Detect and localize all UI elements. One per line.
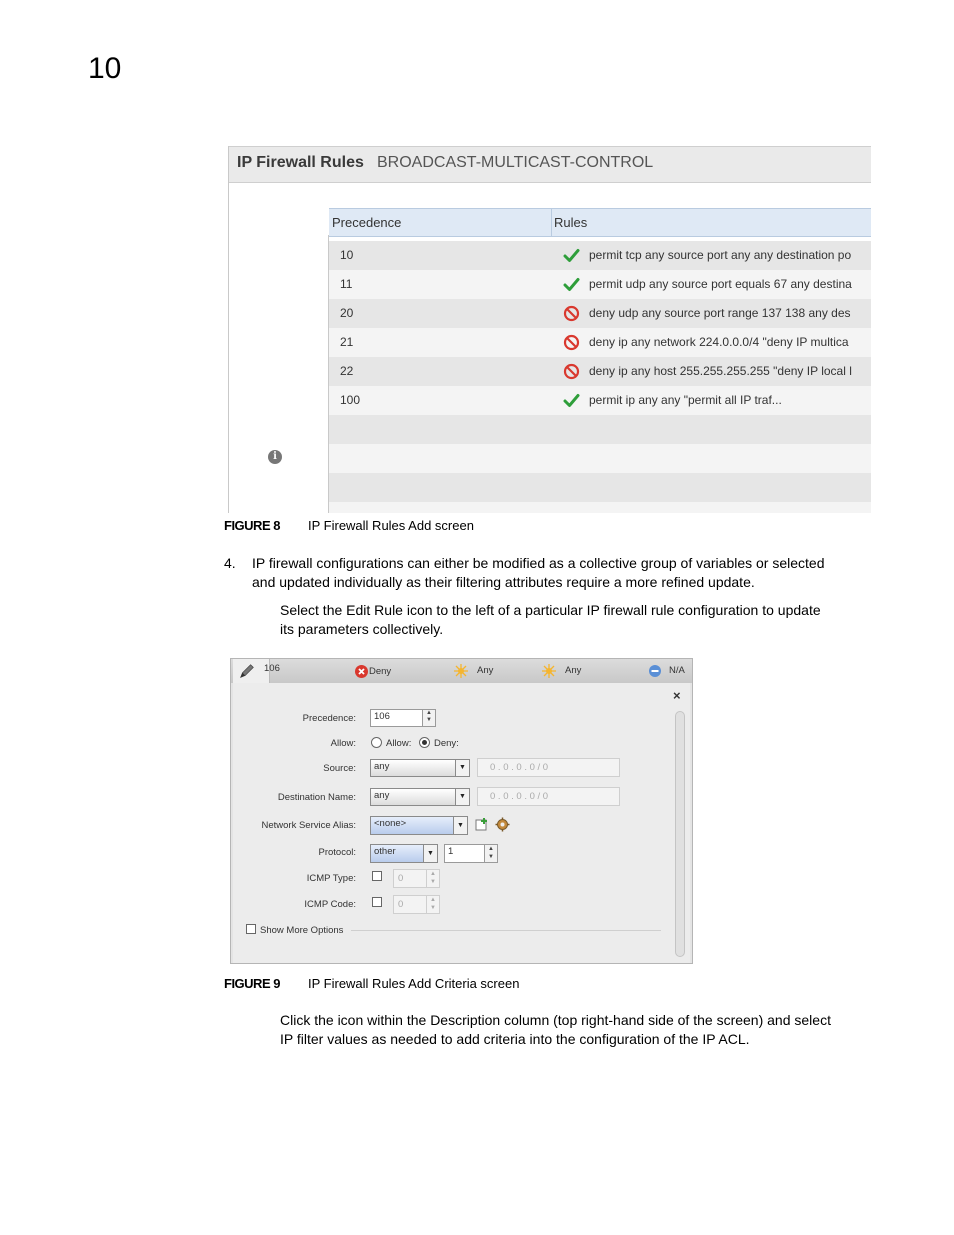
- checkmark-icon: [563, 392, 580, 409]
- row-rule-text: deny udp any source port range 137 138 any des: [589, 306, 851, 320]
- figure8-label: FIGURE 8: [224, 518, 280, 533]
- figure9-label: FIGURE 9: [224, 976, 280, 991]
- protocol-number-stepper[interactable]: [444, 844, 498, 863]
- create-alias-icon[interactable]: [475, 817, 489, 831]
- table-row-empty: [329, 415, 871, 444]
- stepper-arrows: ▲ ▼: [426, 870, 439, 887]
- row-precedence: 22: [340, 364, 354, 378]
- substep-pre: Select the: [280, 602, 347, 618]
- service-minus-icon: [649, 665, 661, 677]
- info-icon[interactable]: i: [268, 450, 282, 464]
- table-row[interactable]: [329, 357, 871, 386]
- column-precedence[interactable]: Precedence: [332, 215, 402, 230]
- step-text-line: IP firewall configurations can either be modified as a collective group of variables or selected: [252, 555, 825, 571]
- pencil-icon[interactable]: [238, 662, 256, 680]
- icmp-code-checkbox[interactable]: [372, 897, 382, 907]
- table-row-empty: [329, 473, 871, 502]
- chevron-down-icon: ▼: [453, 817, 467, 834]
- stepper-arrows[interactable]: ▲ ▼: [422, 710, 435, 726]
- table-row[interactable]: [329, 386, 871, 415]
- source-star-icon: [454, 664, 468, 678]
- deny-icon: [563, 334, 580, 351]
- checkmark-icon: [563, 276, 580, 293]
- gear-icon[interactable]: [495, 817, 510, 832]
- description-term: Description: [430, 1012, 501, 1028]
- step-number: 4.: [224, 555, 236, 571]
- closing-text: [280, 1011, 890, 1049]
- precedence-stepper[interactable]: [370, 709, 436, 727]
- precedence-value: 106: [374, 711, 390, 722]
- firewall-rules-header: [229, 146, 871, 183]
- close-icon[interactable]: ×: [673, 688, 681, 703]
- source-value: any: [374, 761, 390, 772]
- row-precedence: 100: [340, 393, 361, 407]
- allow-label: Allow:: [330, 738, 356, 749]
- allow-radio[interactable]: [371, 737, 382, 748]
- allow-option-label: Allow:: [386, 738, 412, 749]
- table-row[interactable]: [329, 299, 871, 328]
- destination-label: Destination Name:: [277, 792, 356, 803]
- deny-option-label: Deny:: [434, 738, 459, 749]
- closing-pre: Click the icon within the: [280, 1012, 431, 1028]
- icmp-type-stepper: [393, 869, 440, 888]
- destination-value: any: [374, 790, 390, 801]
- deny-x-icon: [355, 665, 368, 678]
- icmp-code-stepper: [393, 895, 440, 914]
- substep-line: [280, 601, 880, 620]
- summary-destination: Any: [565, 665, 582, 676]
- policy-name: BROADCAST-MULTICAST-CONTROL: [377, 154, 654, 171]
- alias-value: <none>: [374, 818, 407, 829]
- deny-radio[interactable]: [419, 737, 430, 748]
- icmp-type-value: 0: [398, 873, 404, 884]
- row-precedence: 11: [340, 277, 353, 291]
- table-row[interactable]: [329, 270, 871, 299]
- stepper-arrows[interactable]: ▲ ▼: [484, 845, 497, 862]
- vertical-scrollbar[interactable]: [675, 711, 685, 957]
- row-rule-text: deny ip any network 224.0.0.0/4 "deny IP multica: [589, 335, 849, 349]
- firewall-rules-figure: [228, 146, 871, 513]
- destination-select[interactable]: [370, 788, 470, 806]
- alias-select[interactable]: [370, 816, 468, 835]
- row-precedence: 10: [340, 248, 354, 262]
- icmp-code-value: 0: [398, 899, 404, 910]
- row-precedence: 21: [340, 335, 354, 349]
- figure8-caption-text: IP Firewall Rules Add screen: [308, 518, 474, 533]
- substep-line: its parameters collectively.: [280, 621, 444, 637]
- icmp-code-label: ICMP Code:: [304, 899, 356, 910]
- rule-summary-bar: [231, 659, 693, 683]
- source-ip-field: [477, 758, 620, 777]
- row-rule-text: permit tcp any source port any any destination po: [589, 248, 852, 262]
- destination-ip-value: 0 . 0 . 0 . 0 / 0: [490, 791, 549, 802]
- step-text-line: and updated individually as their filtering attributes require a more refined update.: [252, 574, 755, 590]
- criteria-panel: [233, 683, 690, 963]
- show-more-options-checkbox[interactable]: [246, 924, 256, 934]
- firewall-rules-title: IP Firewall Rules: [237, 154, 364, 171]
- divider: [351, 930, 661, 931]
- chapter-number: 10: [88, 52, 122, 85]
- alias-label: Network Service Alias:: [261, 820, 356, 831]
- chevron-down-icon: ▼: [423, 845, 437, 862]
- source-select[interactable]: [370, 759, 470, 777]
- icmp-type-checkbox[interactable]: [372, 871, 382, 881]
- stepper-arrows: ▲ ▼: [426, 896, 439, 913]
- closing-line: [280, 1011, 890, 1030]
- figure8-caption: [224, 518, 474, 533]
- protocol-value: other: [374, 846, 396, 857]
- summary-service: N/A: [669, 665, 685, 676]
- substep-text: [280, 601, 880, 639]
- show-more-options-label[interactable]: Show More Options: [260, 925, 344, 936]
- row-rule-text: permit udp any source port equals 67 any destina: [589, 277, 852, 291]
- column-divider: [551, 209, 552, 236]
- step-text: [252, 554, 872, 592]
- table-row-empty: [329, 502, 871, 513]
- figure9-caption: [224, 976, 519, 991]
- summary-precedence: 106: [264, 663, 280, 674]
- precedence-label: Precedence:: [302, 713, 356, 724]
- protocol-select[interactable]: [370, 844, 438, 863]
- add-criteria-figure: [230, 658, 693, 964]
- checkmark-icon: [563, 247, 580, 264]
- icmp-type-label: ICMP Type:: [306, 873, 356, 884]
- table-row[interactable]: [329, 241, 871, 270]
- table-row-empty: [329, 444, 871, 473]
- summary-source: Any: [477, 665, 494, 676]
- substep-post: icon to the left of a particular IP firewall rule configuration to update: [402, 602, 821, 618]
- row-rule-text: permit ip any any "permit all IP traf...: [589, 393, 782, 407]
- column-rules[interactable]: Rules: [554, 215, 588, 230]
- destination-star-icon: [542, 664, 556, 678]
- figure9-caption-text: IP Firewall Rules Add Criteria screen: [308, 976, 520, 991]
- protocol-number: 1: [448, 846, 454, 857]
- chevron-down-icon: ▼: [455, 760, 469, 776]
- table-row[interactable]: [329, 328, 871, 357]
- row-precedence: 20: [340, 306, 354, 320]
- edit-rule-term: Edit Rule: [346, 602, 403, 618]
- deny-icon: [563, 363, 580, 380]
- row-rule-text: deny ip any host 255.255.255.255 "deny IP local l: [589, 364, 852, 378]
- closing-post: column (top right-hand side of the screen) and select: [500, 1012, 831, 1028]
- source-ip-value: 0 . 0 . 0 . 0 / 0: [490, 762, 549, 773]
- deny-icon: [563, 305, 580, 322]
- source-label: Source:: [323, 763, 356, 774]
- protocol-label: Protocol:: [318, 847, 356, 858]
- destination-ip-field: [477, 787, 620, 806]
- chevron-down-icon: ▼: [455, 789, 469, 805]
- closing-line: IP filter values as needed to add criteria into the configuration of the IP ACL.: [280, 1031, 750, 1047]
- rules-table-header: [329, 208, 871, 237]
- summary-action: Deny: [369, 666, 392, 677]
